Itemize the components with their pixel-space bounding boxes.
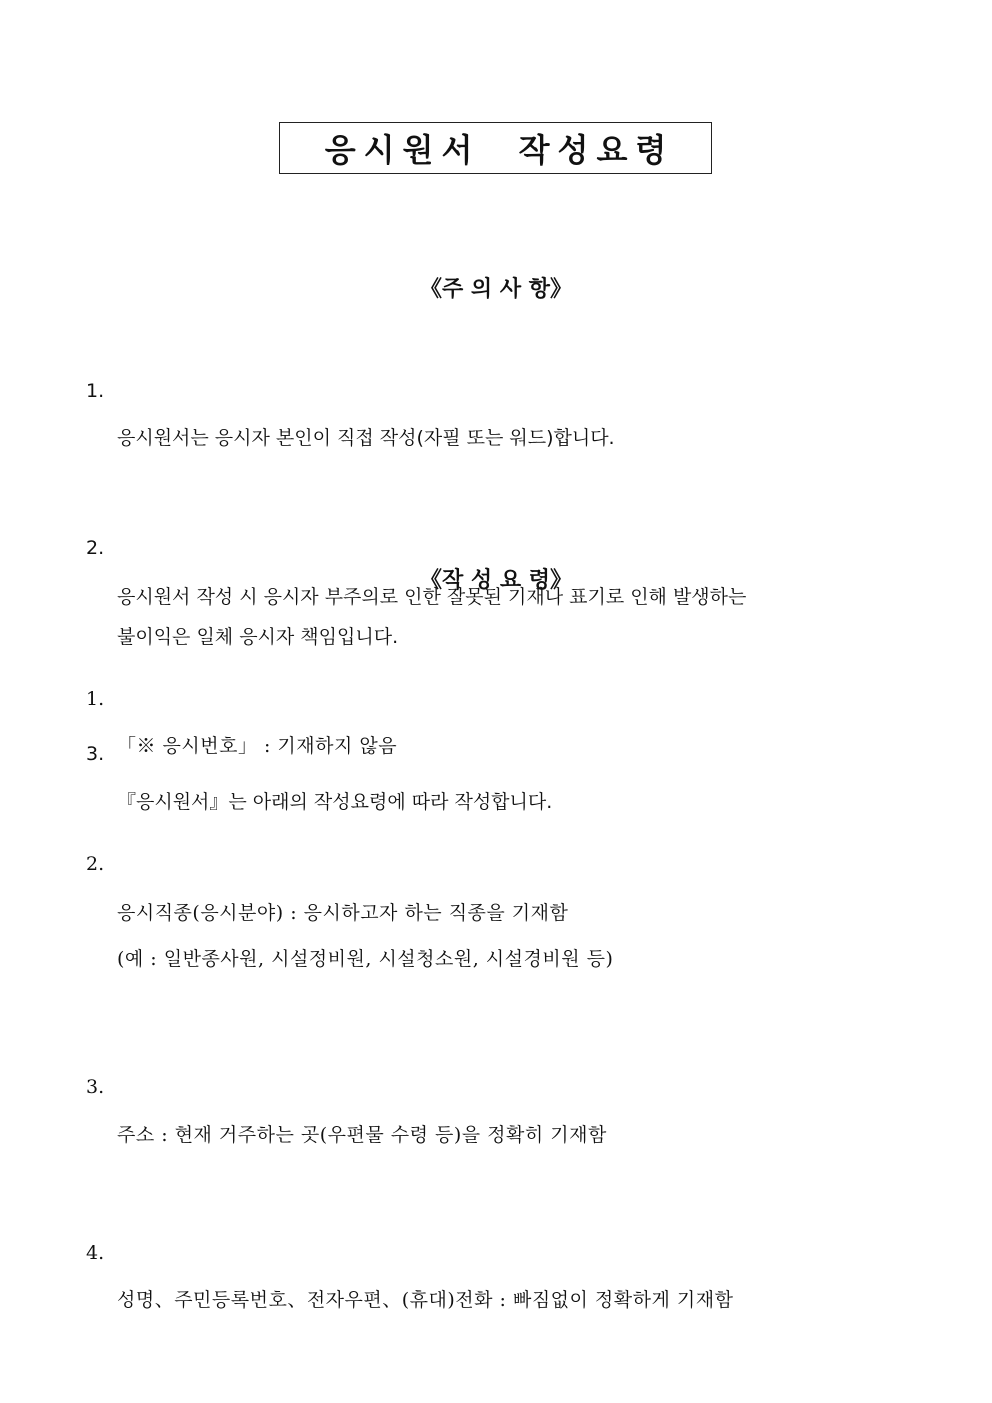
- item-text: 성명、주민등록번호、전자우편、(휴대)전화 : 빠짐없이 정확하게 기재함: [117, 1289, 734, 1311]
- item-number: 2.: [86, 537, 105, 560]
- item-text: 「※ 응시번호」 : 기재하지 않음: [117, 735, 398, 758]
- list-item: [86, 1052, 733, 1195]
- item-number: 4.: [86, 1241, 105, 1264]
- list-item: [86, 356, 746, 499]
- cautions-heading: 《주 의 사 항》: [420, 277, 572, 302]
- item-text: 『응시원서』는 아래의 작성요령에 따라 작성합니다.: [117, 790, 553, 813]
- document-title-box: [279, 122, 712, 174]
- item-number: 3.: [86, 1076, 105, 1098]
- guide-heading: 《작 성 요 령》: [420, 568, 572, 593]
- item-number: 1.: [86, 687, 105, 710]
- item-text: 응시원서는 응시자 본인이 직접 작성(자필 또는 워드)합니다.: [117, 427, 615, 450]
- guide-list: [86, 664, 733, 1383]
- item-text: 응시원서 작성 시 응시자 부주의로 인한 잘못된 기재나 표기로 인해 발생하는 불이익은 일체 응시자 책임입니다.: [117, 585, 747, 648]
- document-title: 응시원서 작성요령: [324, 131, 675, 169]
- list-item: [86, 664, 733, 807]
- list-item: [86, 1218, 733, 1361]
- item-text: 응시직종(응시분야) : 응시하고자 하는 직종을 기재함 (예 : 일반종사원, 시설정비원, 시설청소원, 시설경비원 등): [117, 901, 614, 970]
- item-number: 2.: [86, 853, 105, 876]
- item-number: 1.: [86, 379, 105, 402]
- item-text: 주소 : 현재 거주하는 곳(우편물 수령 등)을 정확히 기재함: [117, 1123, 607, 1146]
- item-number: 3.: [86, 743, 105, 765]
- list-item: [86, 830, 733, 1030]
